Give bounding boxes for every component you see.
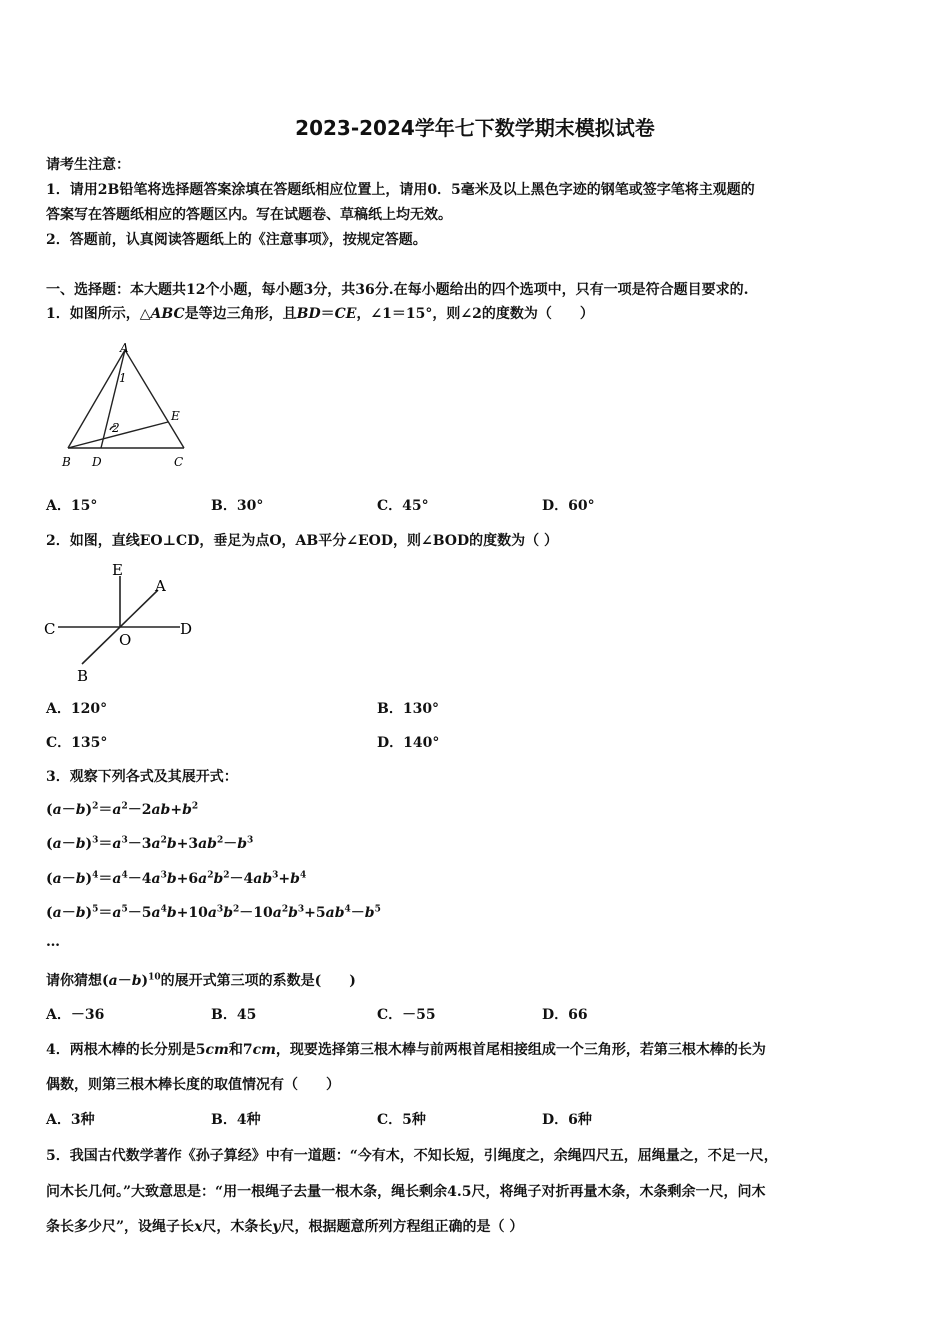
label-a: A xyxy=(155,577,166,595)
q2-option-c[interactable]: C．135° xyxy=(46,735,108,751)
notice-item-2: 2．答题前，认真阅读答题纸上的《注意事项》，按规定答题。 xyxy=(46,232,427,248)
section-1-heading: 一、选择题：本大题共12个小题，每小题3分，共36分.在每小题给出的四个选项中，只有一项是符合题目要求的. xyxy=(46,282,749,298)
question-4-stem-cont: 偶数，则第三根木棒长度的取值情况有（ ） xyxy=(46,1077,340,1093)
question-5-stem-end: 条长多少尺”，设绳子长x尺，木条长y尺，根据题意所列方程组正确的是（ ） xyxy=(46,1219,524,1235)
label-b: B xyxy=(62,455,71,469)
question-5-stem-cont: 问木长几何。”大致意思是：“用一根绳子去量一根木条，绳长剩余4.5尺，将绳子对折再量木条，木条剩余一尺，问木 xyxy=(46,1184,766,1200)
q4-option-a[interactable]: A．3种 xyxy=(46,1112,95,1128)
notice-item-1: 1．请用2B铅笔将选择题答案涂填在答题纸相应位置上，请用0．5毫米及以上黑色字迹的钢笔或签字笔将主观题的 xyxy=(46,182,755,198)
q2-option-a[interactable]: A．120° xyxy=(46,701,108,717)
question-2-stem: 2．如图，直线EO⊥CD，垂足为点O，AB平分∠EOD，则∠BOD的度数为（ ） xyxy=(46,533,558,549)
label-b: B xyxy=(77,667,89,685)
notice-heading: 请考生注意： xyxy=(46,157,130,173)
label-a: A xyxy=(120,341,129,355)
q4-option-b[interactable]: B．4种 xyxy=(211,1112,261,1128)
notice-item-1-cont: 答案写在答题纸相应的答题区内。写在试题卷、草稿纸上均无效。 xyxy=(46,207,452,223)
expansion-square: $(a-b)^2=a^2-2ab+b^2$ xyxy=(46,801,199,818)
question-5-stem: 5．我国古代数学著作《孙子算经》中有一道题：“今有木，不知长短，引绳度之，余绳四尺五，屈绳量之，不足一尺， xyxy=(46,1148,778,1164)
label-o: O xyxy=(119,631,132,649)
q3-option-d[interactable]: D．66 xyxy=(542,1007,588,1023)
label-c: C xyxy=(44,620,56,638)
label-d: D xyxy=(92,455,102,469)
question-4-stem: 4．两根木棒的长分别是5cm和7cm，现要选择第三根木棒与前两根首尾相接组成一个三角形，若第三根木棒的长为 xyxy=(46,1042,766,1058)
q1-option-d[interactable]: D．60° xyxy=(542,498,595,514)
label-angle-2: 2 xyxy=(112,421,120,435)
question-3-stem: 3．观察下列各式及其展开式： xyxy=(46,769,238,785)
perpendicular-lines-figure xyxy=(40,558,200,686)
label-e: E xyxy=(171,409,180,423)
q2-option-d[interactable]: D．140° xyxy=(377,735,440,751)
page-title: 2023-2024学年七下数学期末模拟试卷 xyxy=(295,116,655,140)
question-1-stem: 1．如图所示，△ABC是等边三角形，且BD＝CE，∠1＝15°，则∠2的度数为（ ） xyxy=(46,306,594,322)
q3-option-c[interactable]: C．－55 xyxy=(377,1007,436,1023)
q1-option-c[interactable]: C．45° xyxy=(377,498,429,514)
question-3-ask: 请你猜想$(a-b)^{10}$的展开式第三项的系数是( ) xyxy=(46,972,356,989)
q3-option-b[interactable]: B．45 xyxy=(211,1007,257,1023)
label-e: E xyxy=(112,561,123,579)
q4-option-c[interactable]: C．5种 xyxy=(377,1112,426,1128)
expansion-ellipsis: … xyxy=(46,934,60,950)
label-d: D xyxy=(180,620,193,638)
q2-option-b[interactable]: B．130° xyxy=(377,701,440,717)
expansion-cube: $(a-b)^3=a^3-3a^2b+3ab^2-b^3$ xyxy=(46,835,254,852)
q1-option-a[interactable]: A．15° xyxy=(46,498,98,514)
expansion-fourth: $(a-b)^4=a^4-4a^3b+6a^2b^2-4ab^3+b^4$ xyxy=(46,870,307,887)
q3-option-a[interactable]: A．－36 xyxy=(46,1007,105,1023)
label-c: C xyxy=(174,455,184,469)
expansion-fifth: $(a-b)^5=a^5-5a^4b+10a^3b^2-10a^2b^3+5ab^4-b^5$ xyxy=(46,904,381,921)
q1-option-b[interactable]: B．30° xyxy=(211,498,264,514)
label-angle-1: 1 xyxy=(119,371,127,385)
q4-option-d[interactable]: D．6种 xyxy=(542,1112,592,1128)
triangle-figure xyxy=(56,340,196,475)
